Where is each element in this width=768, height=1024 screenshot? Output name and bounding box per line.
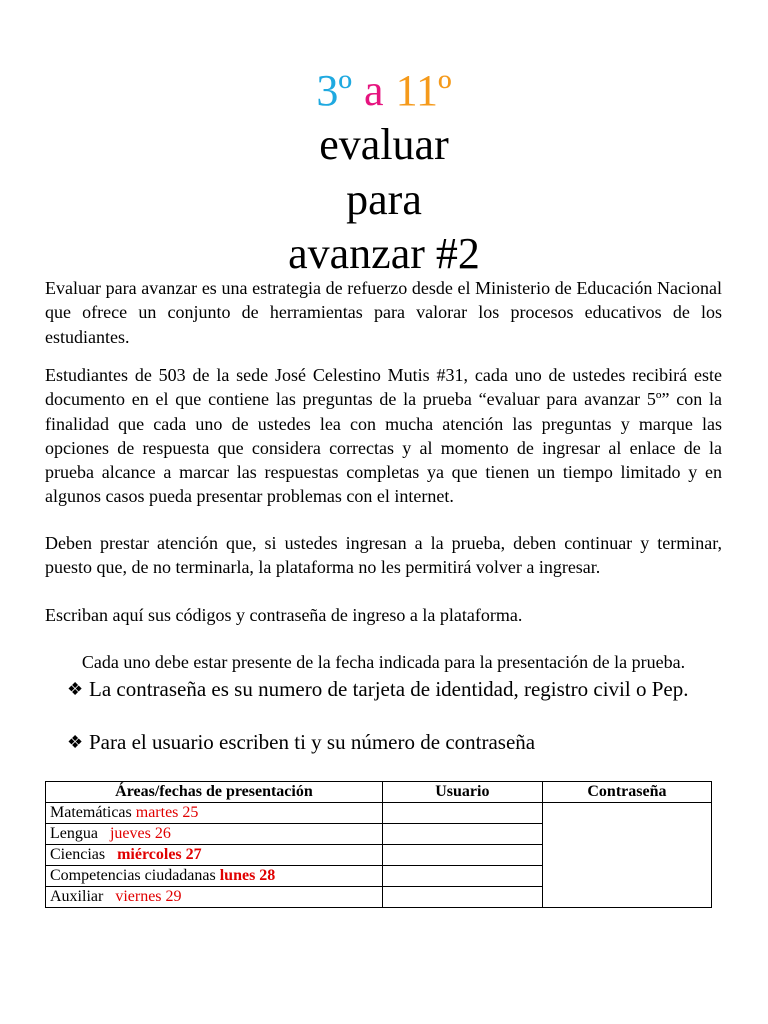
area-name: Ciencias (50, 846, 106, 863)
schedule-table (45, 781, 712, 908)
area-name: Lengua (50, 825, 98, 842)
area-date: miércoles 27 (117, 846, 202, 863)
area-cell (46, 887, 383, 908)
grade-from: 3º (316, 66, 353, 115)
presence-paragraph: Cada uno debe estar presente de la fecha indicada para la presentación de la prueba. (81, 652, 686, 672)
grade-range-title (0, 66, 768, 116)
usuario-cell[interactable] (382, 824, 542, 845)
title-line-para: para (346, 175, 422, 224)
grade-to: 11º (395, 66, 452, 115)
students-paragraph: Estudiantes de 503 de la sede José Celestino Mutis #31, cada uno de ustedes recibirá este documento en el que contiene las preguntas de la prueba “evaluar para avanzar 5º” con la finalidad que cada uno de ustedes lea con mucha atención las preguntas y marque las opciones de respuesta que considera correctas y al momento de ingresar al enlace de la prueba alcance a marcar las respuestas completas ya que tienen un tiempo limitado y en algunos casos pueda presentar problemas con el internet. (45, 365, 722, 507)
area-date: martes 25 (135, 804, 199, 821)
area-cell (46, 866, 383, 887)
area-cell (46, 845, 383, 866)
header-contrasena: Contraseña (542, 782, 711, 803)
intro-paragraph: Evaluar para avanzar es una estrategia de refuerzo desde el Ministerio de Educación Nacional que ofrece un conjunto de herramientas para valorar los procesos educativos de los estudiantes. (45, 278, 722, 347)
area-name: Competencias ciudadanas (50, 867, 216, 884)
codes-paragraph: Escriban aquí sus códigos y contraseña de ingreso a la plataforma. (45, 605, 523, 625)
area-date: jueves 26 (109, 825, 171, 842)
usuario-cell[interactable] (382, 803, 542, 824)
area-date: lunes 28 (219, 867, 276, 884)
title-line-avanzar: avanzar #2 (288, 229, 480, 278)
area-name: Auxiliar (50, 888, 104, 905)
title-line-evaluar: evaluar (319, 120, 449, 169)
bullet-item (67, 676, 722, 702)
bullet-text: Para el usuario escriben ti y su número de contraseña (89, 730, 536, 754)
header-usuario: Usuario (382, 782, 542, 803)
area-name: Matemáticas (50, 804, 132, 821)
usuario-cell[interactable] (382, 845, 542, 866)
table-row (46, 803, 712, 824)
area-cell (46, 803, 383, 824)
diamond-bullet-icon: ❖ (67, 679, 84, 699)
grade-connector: a (364, 66, 384, 115)
area-date: viernes 29 (115, 888, 182, 905)
bullet-item (67, 729, 722, 755)
area-cell (46, 824, 383, 845)
diamond-bullet-icon: ❖ (67, 732, 84, 752)
header-areas-dates: Áreas/fechas de presentación (46, 782, 383, 803)
usuario-cell[interactable] (382, 887, 542, 908)
table-header-row (46, 782, 712, 803)
attention-paragraph: Deben prestar atención que, si ustedes ingresan a la prueba, deben continuar y terminar, puesto que, de no terminarla, la plataforma no les permitirá volver a ingresar. (45, 533, 722, 578)
contrasena-cell[interactable] (542, 803, 711, 908)
usuario-cell[interactable] (382, 866, 542, 887)
bullet-text: La contraseña es su numero de tarjeta de identidad, registro civil o Pep. (89, 677, 689, 701)
